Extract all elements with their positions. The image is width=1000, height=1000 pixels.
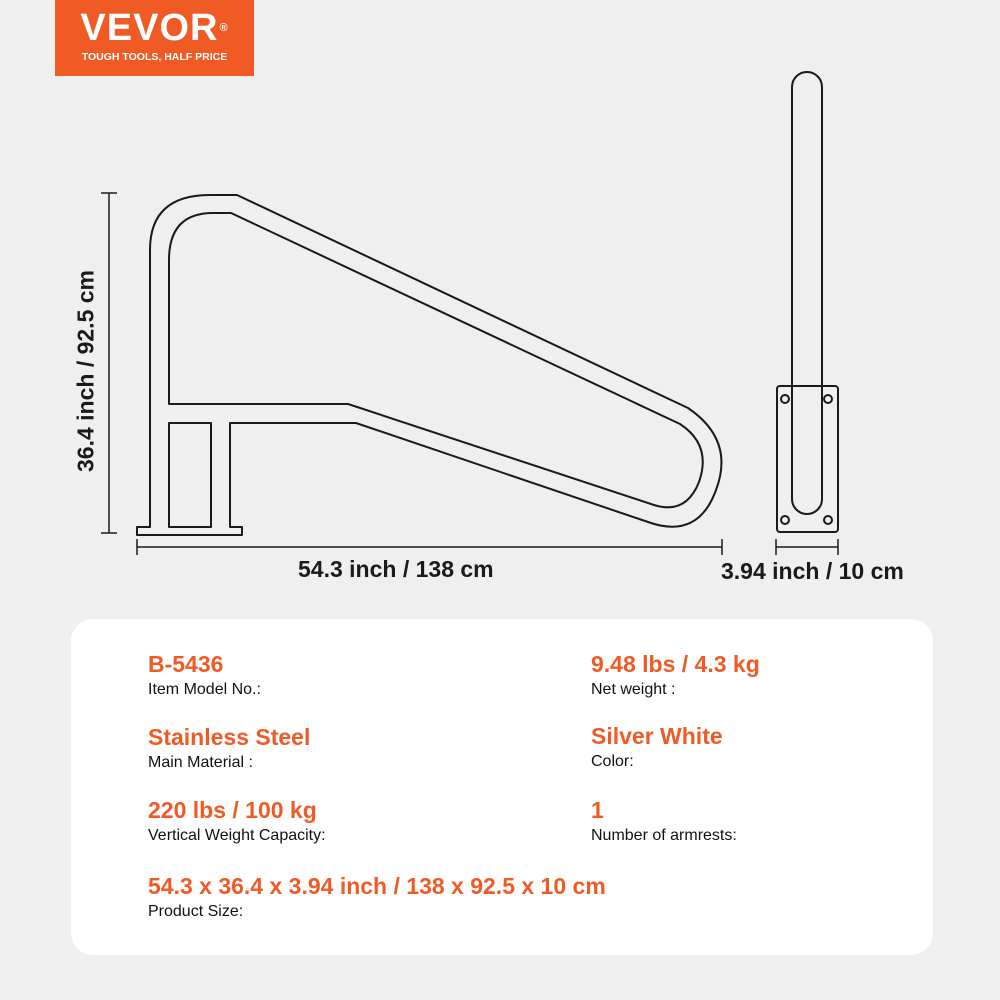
mounting-plate xyxy=(777,386,838,532)
logo-brand-name: VEVOR® xyxy=(80,7,229,49)
plate-hole-br xyxy=(824,516,832,524)
spec-material-label: Main Material : xyxy=(148,754,253,771)
logo-tagline: TOUGH TOOLS, HALF PRICE xyxy=(81,51,228,63)
spec-color-label: Color: xyxy=(591,753,634,770)
length-dimension-label: 54.3 inch / 138 cm xyxy=(298,556,494,582)
spec-capacity-label: Vertical Weight Capacity: xyxy=(148,827,326,844)
spec-capacity xyxy=(148,797,326,845)
spec-color xyxy=(591,723,723,771)
height-dimension-label: 36.4 inch / 92.5 cm xyxy=(72,269,99,473)
plate-hole-tl xyxy=(781,395,789,403)
spec-capacity-value: 220 lbs / 100 kg xyxy=(148,797,317,823)
spec-material xyxy=(148,724,310,772)
spec-weight-value: 9.48 lbs / 4.3 kg xyxy=(591,651,760,677)
spec-weight-label: Net weight : xyxy=(591,681,676,698)
rail-front-post xyxy=(792,72,822,514)
plate-hole-tr xyxy=(824,395,832,403)
spec-weight xyxy=(591,651,760,699)
spec-size-label: Product Size: xyxy=(148,903,244,920)
spec-model-label: Item Model No.: xyxy=(148,681,261,698)
spec-card xyxy=(71,619,933,955)
spec-model-value: B-5436 xyxy=(148,651,224,677)
spec-color-value: Silver White xyxy=(591,723,723,749)
spec-material-value: Stainless Steel xyxy=(148,724,311,750)
spec-armrests xyxy=(591,797,737,845)
spec-model xyxy=(148,651,261,699)
plate-hole-bl xyxy=(781,516,789,524)
rail-side-outline xyxy=(137,195,721,535)
spec-size xyxy=(148,873,606,921)
rail-side-inner xyxy=(169,213,703,507)
spec-armrests-label: Number of armrests: xyxy=(591,827,737,844)
spec-armrests-value: 1 xyxy=(591,797,604,823)
rail-post-gap xyxy=(169,423,211,527)
spec-size-value: 54.3 x 36.4 x 3.94 inch / 138 x 92.5 x 10 cm xyxy=(148,873,606,899)
width-dimension-label: 3.94 inch / 10 cm xyxy=(721,558,904,584)
